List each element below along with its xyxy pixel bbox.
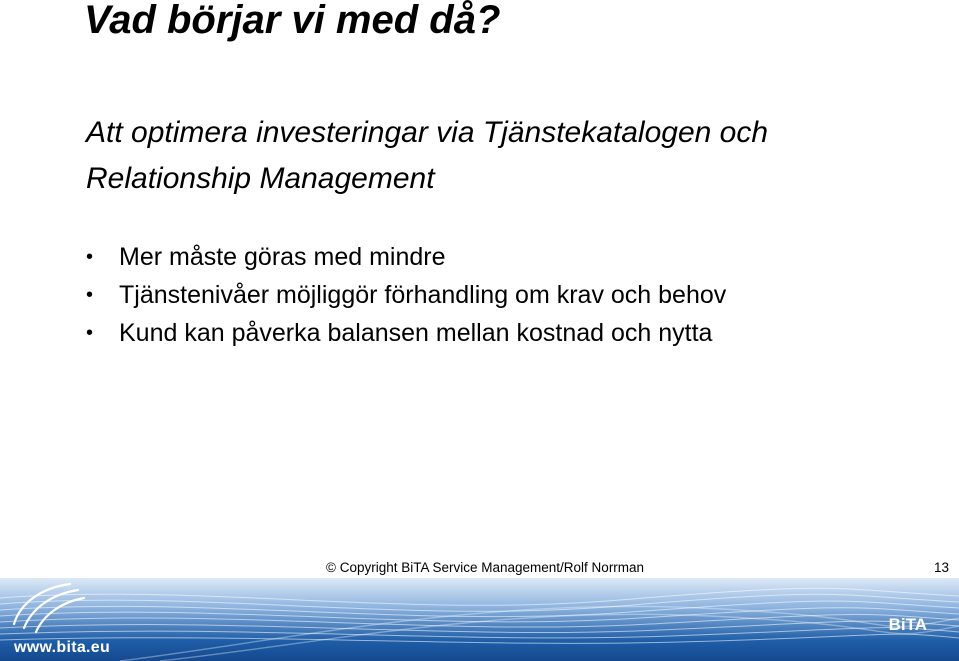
- footer-copyright: © Copyright BiTA Service Management/Rolf Norrman: [326, 560, 645, 575]
- wave-lines-decoration: [0, 578, 959, 661]
- slide-subtitle: Att optimera investeringar via Tjänstekatalogen och Relationship Management: [86, 116, 769, 195]
- page-number: 13: [933, 560, 949, 575]
- bita-swirl-logo-icon: [0, 578, 90, 652]
- bullet-list: [86, 238, 726, 352]
- footer-banner: [0, 578, 959, 661]
- website-link[interactable]: www.bita.eu: [14, 639, 111, 656]
- bullet-item: • Mer måste göras med mindre: [86, 238, 726, 276]
- slide-title: Vad börjar vi med då?: [84, 0, 501, 42]
- bita-logo-text: BiTA: [888, 615, 927, 634]
- bullet-item: • Kund kan påverka balansen mellan kostnad och nytta: [86, 314, 726, 352]
- bullet-item: • Tjänstenivåer möjliggör förhandling om krav och behov: [86, 276, 726, 314]
